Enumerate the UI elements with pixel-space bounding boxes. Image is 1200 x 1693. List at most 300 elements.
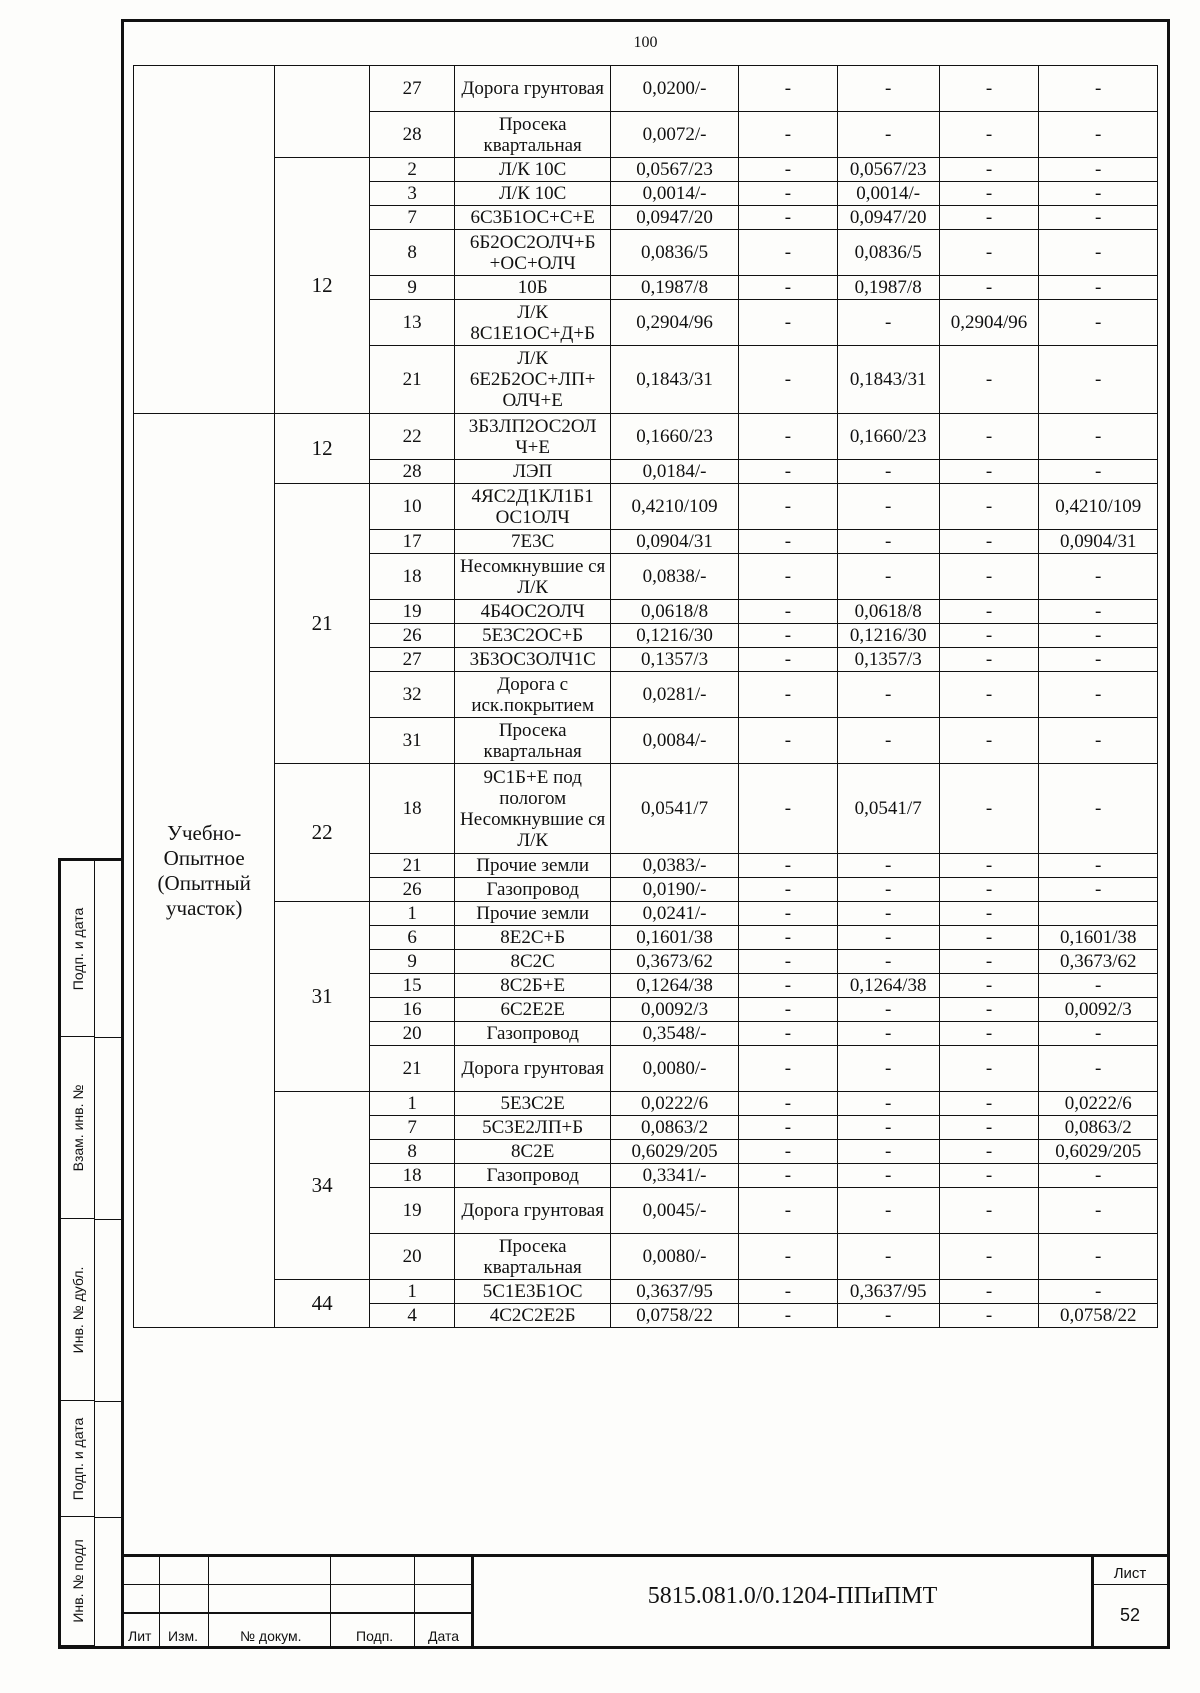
description-cell: 7Е3С: [455, 530, 611, 554]
plot-number-cell: 15: [369, 974, 454, 998]
plot-number-cell: 2: [369, 158, 454, 182]
plot-number-cell: 1: [369, 902, 454, 926]
area-cell: 0,0758/22: [611, 1304, 739, 1328]
area-cell: 0,1357/3: [611, 648, 739, 672]
plot-number-cell: 16: [369, 998, 454, 1022]
col-d-cell: -: [1039, 600, 1158, 624]
page-number: 100: [633, 34, 658, 51]
col-b-cell: -: [837, 530, 939, 554]
side-stamp-label: Взам. инв. №: [69, 1084, 86, 1171]
col-b-cell: -: [837, 1304, 939, 1328]
quarter-cell: [275, 66, 370, 158]
col-c-cell: -: [939, 926, 1039, 950]
description-cell: Л/К 10С: [455, 182, 611, 206]
col-c-cell: -: [939, 1280, 1039, 1304]
area-cell: 0,1660/23: [611, 414, 739, 460]
section-cell: [134, 66, 275, 414]
col-c-cell: -: [939, 950, 1039, 974]
col-a-cell: -: [739, 902, 838, 926]
col-d-cell: -: [1039, 182, 1158, 206]
col-a-cell: -: [739, 1022, 838, 1046]
plot-number-cell: 19: [369, 1188, 454, 1234]
description-cell: Л/К 8С1Е1ОС+Д+Б: [455, 300, 611, 346]
col-a-cell: -: [739, 414, 838, 460]
area-cell: 0,0045/-: [611, 1188, 739, 1234]
description-cell: 8С2С: [455, 950, 611, 974]
col-b-cell: 0,3637/95: [837, 1280, 939, 1304]
description-cell: 3Б3ЛП2ОС2ОЛ Ч+Е: [455, 414, 611, 460]
col-a-cell: -: [739, 1092, 838, 1116]
col-b-cell: -: [837, 460, 939, 484]
col-c-cell: -: [939, 1140, 1039, 1164]
quarter-cell: 12: [275, 158, 370, 414]
col-d-cell: -: [1039, 624, 1158, 648]
col-c-cell: -: [939, 974, 1039, 998]
col-d-cell: -: [1039, 230, 1158, 276]
plot-number-cell: 20: [369, 1234, 454, 1280]
col-b-cell: -: [837, 926, 939, 950]
col-d-cell: -: [1039, 112, 1158, 158]
col-a-cell: -: [739, 974, 838, 998]
col-b-cell: -: [837, 1022, 939, 1046]
col-d-cell: 0,4210/109: [1039, 484, 1158, 530]
area-cell: 0,0014/-: [611, 182, 739, 206]
side-stamp-label: Подп. и дата: [69, 1417, 86, 1500]
col-b-cell: 0,0567/23: [837, 158, 939, 182]
col-b-cell: -: [837, 672, 939, 718]
plot-number-cell: 32: [369, 672, 454, 718]
col-c-cell: -: [939, 878, 1039, 902]
col-b-cell: 0,1987/8: [837, 276, 939, 300]
col-c-cell: -: [939, 600, 1039, 624]
side-stamp-label: Инв. № дубл.: [69, 1266, 86, 1353]
plot-number-cell: 19: [369, 600, 454, 624]
quarter-cell: 44: [275, 1280, 370, 1328]
page-frame: [121, 19, 1170, 1649]
description-cell: 8С2Б+Е: [455, 974, 611, 998]
description-cell: 4С2С2Е2Б: [455, 1304, 611, 1328]
col-c-cell: -: [939, 648, 1039, 672]
description-cell: Дорога грунтовая: [455, 66, 611, 112]
description-cell: Дорога грунтовая: [455, 1188, 611, 1234]
col-b-cell: -: [837, 1046, 939, 1092]
col-d-cell: -: [1039, 414, 1158, 460]
col-b-cell: -: [837, 300, 939, 346]
description-cell: Просека квартальная: [455, 718, 611, 764]
col-c-cell: -: [939, 530, 1039, 554]
area-cell: 0,0836/5: [611, 230, 739, 276]
col-b-cell: -: [837, 998, 939, 1022]
side-stamp-label: Инв. № подл: [69, 1539, 86, 1623]
col-b-cell: 0,0947/20: [837, 206, 939, 230]
side-stamp-cell: [61, 1219, 94, 1401]
area-cell: 0,0281/-: [611, 672, 739, 718]
quarter-cell: 34: [275, 1092, 370, 1280]
side-stamp-cell: [61, 1517, 94, 1646]
col-a-cell: -: [739, 484, 838, 530]
col-c-cell: -: [939, 66, 1039, 112]
area-cell: 0,1601/38: [611, 926, 739, 950]
side-stamp-label: Подп. и дата: [69, 907, 86, 990]
col-d-cell: -: [1039, 648, 1158, 672]
col-a-cell: -: [739, 854, 838, 878]
area-cell: 0,0184/-: [611, 460, 739, 484]
col-d-cell: 0,0863/2: [1039, 1116, 1158, 1140]
col-d-cell: 0,6029/205: [1039, 1140, 1158, 1164]
col-d-cell: -: [1039, 764, 1158, 854]
col-c-cell: -: [939, 1092, 1039, 1116]
area-cell: 0,1216/30: [611, 624, 739, 648]
plot-number-cell: 10: [369, 484, 454, 530]
col-c-cell: -: [939, 998, 1039, 1022]
col-c-cell: -: [939, 624, 1039, 648]
col-c-cell: -: [939, 764, 1039, 854]
stamp-podp: Подп.: [356, 1628, 394, 1644]
col-c-cell: -: [939, 206, 1039, 230]
quarter-cell: 22: [275, 764, 370, 902]
col-d-cell: 0,0222/6: [1039, 1092, 1158, 1116]
description-cell: 5С1Е3Б1ОС: [455, 1280, 611, 1304]
col-d-cell: -: [1039, 1046, 1158, 1092]
col-c-cell: -: [939, 672, 1039, 718]
description-cell: Просека квартальная: [455, 112, 611, 158]
description-cell: 9С1Б+Е под пологом Несомкнувшие ся Л/К: [455, 764, 611, 854]
col-b-cell: 0,1660/23: [837, 414, 939, 460]
area-cell: 0,3341/-: [611, 1164, 739, 1188]
side-stamp-cell: [61, 1037, 94, 1219]
col-a-cell: -: [739, 1304, 838, 1328]
col-b-cell: -: [837, 1116, 939, 1140]
table-row: [134, 902, 1158, 926]
plot-number-cell: 1: [369, 1280, 454, 1304]
area-cell: 0,0200/-: [611, 66, 739, 112]
col-d-cell: 0,0092/3: [1039, 998, 1158, 1022]
col-b-cell: 0,1357/3: [837, 648, 939, 672]
col-b-cell: -: [837, 854, 939, 878]
plot-number-cell: 21: [369, 1046, 454, 1092]
plot-number-cell: 18: [369, 764, 454, 854]
description-cell: Газопровод: [455, 1022, 611, 1046]
plot-number-cell: 20: [369, 1022, 454, 1046]
plot-number-cell: 1: [369, 1092, 454, 1116]
col-d-cell: -: [1039, 1280, 1158, 1304]
col-b-cell: 0,0014/-: [837, 182, 939, 206]
area-cell: 0,0383/-: [611, 854, 739, 878]
col-b-cell: -: [837, 554, 939, 600]
plot-number-cell: 28: [369, 460, 454, 484]
land-table: [133, 65, 1158, 1328]
col-d-cell: -: [1039, 554, 1158, 600]
col-a-cell: -: [739, 112, 838, 158]
area-cell: 0,3548/-: [611, 1022, 739, 1046]
description-cell: 3Б3ОС3ОЛЧ1С: [455, 648, 611, 672]
col-a-cell: -: [739, 530, 838, 554]
col-d-cell: -: [1039, 672, 1158, 718]
col-c-cell: -: [939, 1046, 1039, 1092]
col-a-cell: -: [739, 460, 838, 484]
col-b-cell: -: [837, 66, 939, 112]
col-a-cell: -: [739, 1140, 838, 1164]
col-c-cell: -: [939, 414, 1039, 460]
plot-number-cell: 8: [369, 230, 454, 276]
col-a-cell: -: [739, 1164, 838, 1188]
col-a-cell: -: [739, 672, 838, 718]
col-d-cell: -: [1039, 460, 1158, 484]
col-a-cell: -: [739, 648, 838, 672]
col-c-cell: -: [939, 346, 1039, 414]
col-d-cell: -: [1039, 1188, 1158, 1234]
area-cell: 0,0838/-: [611, 554, 739, 600]
quarter-cell: 12: [275, 414, 370, 484]
plot-number-cell: 3: [369, 182, 454, 206]
col-d-cell: 0,0758/22: [1039, 1304, 1158, 1328]
col-d-cell: [1039, 902, 1158, 926]
plot-number-cell: 9: [369, 950, 454, 974]
description-cell: 4ЯС2Д1КЛ1Б1 ОС1ОЛЧ: [455, 484, 611, 530]
col-a-cell: -: [739, 1234, 838, 1280]
area-cell: 0,0222/6: [611, 1092, 739, 1116]
area-cell: 0,3673/62: [611, 950, 739, 974]
description-cell: 8Е2С+Б: [455, 926, 611, 950]
plot-number-cell: 7: [369, 206, 454, 230]
col-c-cell: -: [939, 718, 1039, 764]
plot-number-cell: 18: [369, 1164, 454, 1188]
description-cell: 6С3Б1ОС+С+Е: [455, 206, 611, 230]
col-a-cell: -: [739, 718, 838, 764]
col-a-cell: -: [739, 300, 838, 346]
description-cell: Л/К 6Е2Б2ОС+ЛП+ ОЛЧ+Е: [455, 346, 611, 414]
col-a-cell: -: [739, 998, 838, 1022]
sheet-label: Лист: [1113, 1565, 1147, 1582]
col-d-cell: 0,1601/38: [1039, 926, 1158, 950]
col-a-cell: -: [739, 624, 838, 648]
col-c-cell: -: [939, 158, 1039, 182]
area-cell: 0,0072/-: [611, 112, 739, 158]
stamp-date: Дата: [428, 1628, 460, 1644]
col-c-cell: 0,2904/96: [939, 300, 1039, 346]
description-cell: 10Б: [455, 276, 611, 300]
col-c-cell: -: [939, 854, 1039, 878]
area-cell: 0,0567/23: [611, 158, 739, 182]
col-d-cell: -: [1039, 346, 1158, 414]
col-b-cell: -: [837, 950, 939, 974]
plot-number-cell: 27: [369, 66, 454, 112]
table-row: [134, 1092, 1158, 1116]
area-cell: 0,0092/3: [611, 998, 739, 1022]
col-b-cell: -: [837, 1092, 939, 1116]
col-b-cell: -: [837, 1188, 939, 1234]
col-d-cell: -: [1039, 1022, 1158, 1046]
col-c-cell: -: [939, 1116, 1039, 1140]
col-c-cell: -: [939, 230, 1039, 276]
area-cell: 0,0904/31: [611, 530, 739, 554]
col-d-cell: -: [1039, 158, 1158, 182]
description-cell: 6С2Е2Е: [455, 998, 611, 1022]
col-a-cell: -: [739, 182, 838, 206]
sheet-number: 52: [1119, 1605, 1141, 1625]
col-a-cell: -: [739, 230, 838, 276]
description-cell: Несомкнувшие ся Л/К: [455, 554, 611, 600]
col-a-cell: -: [739, 66, 838, 112]
description-cell: Газопровод: [455, 1164, 611, 1188]
col-a-cell: -: [739, 206, 838, 230]
area-cell: 0,4210/109: [611, 484, 739, 530]
description-cell: 5Е3С2ОС+Б: [455, 624, 611, 648]
col-d-cell: 0,3673/62: [1039, 950, 1158, 974]
col-d-cell: -: [1039, 66, 1158, 112]
col-a-cell: -: [739, 950, 838, 974]
col-c-cell: -: [939, 460, 1039, 484]
col-c-cell: -: [939, 1022, 1039, 1046]
col-d-cell: -: [1039, 854, 1158, 878]
description-cell: 5Е3С2Е: [455, 1092, 611, 1116]
col-a-cell: -: [739, 600, 838, 624]
col-b-cell: 0,1843/31: [837, 346, 939, 414]
col-a-cell: -: [739, 878, 838, 902]
col-a-cell: -: [739, 276, 838, 300]
col-a-cell: -: [739, 1116, 838, 1140]
col-a-cell: -: [739, 926, 838, 950]
col-b-cell: 0,0836/5: [837, 230, 939, 276]
area-cell: 0,0863/2: [611, 1116, 739, 1140]
col-c-cell: -: [939, 1188, 1039, 1234]
area-cell: 0,0241/-: [611, 902, 739, 926]
plot-number-cell: 22: [369, 414, 454, 460]
col-a-cell: -: [739, 1280, 838, 1304]
section-cell: Учебно- Опытное (Опытный участок): [134, 414, 275, 1328]
col-b-cell: -: [837, 1234, 939, 1280]
plot-number-cell: 13: [369, 300, 454, 346]
area-cell: 0,0080/-: [611, 1234, 739, 1280]
col-b-cell: -: [837, 1164, 939, 1188]
col-d-cell: -: [1039, 1164, 1158, 1188]
col-d-cell: -: [1039, 878, 1158, 902]
table-row: [134, 764, 1158, 854]
col-a-cell: -: [739, 764, 838, 854]
col-b-cell: -: [837, 1140, 939, 1164]
plot-number-cell: 9: [369, 276, 454, 300]
description-cell: 8С2Е: [455, 1140, 611, 1164]
plot-number-cell: 4: [369, 1304, 454, 1328]
col-b-cell: -: [837, 484, 939, 530]
area-cell: 0,1264/38: [611, 974, 739, 998]
plot-number-cell: 18: [369, 554, 454, 600]
area-cell: 0,0084/-: [611, 718, 739, 764]
description-cell: Дорога грунтовая: [455, 1046, 611, 1092]
description-cell: ЛЭП: [455, 460, 611, 484]
col-d-cell: -: [1039, 718, 1158, 764]
table-row: [134, 414, 1158, 460]
plot-number-cell: 21: [369, 346, 454, 414]
plot-number-cell: 31: [369, 718, 454, 764]
area-cell: 0,0080/-: [611, 1046, 739, 1092]
col-d-cell: -: [1039, 1234, 1158, 1280]
description-cell: Дорога с иск.покрытием: [455, 672, 611, 718]
col-b-cell: -: [837, 112, 939, 158]
table-row: [134, 158, 1158, 182]
plot-number-cell: 7: [369, 1116, 454, 1140]
area-cell: 0,0618/8: [611, 600, 739, 624]
plot-number-cell: 8: [369, 1140, 454, 1164]
description-cell: Л/К 10С: [455, 158, 611, 182]
col-d-cell: -: [1039, 300, 1158, 346]
area-cell: 0,0541/7: [611, 764, 739, 854]
description-cell: Просека квартальная: [455, 1234, 611, 1280]
col-b-cell: 0,1264/38: [837, 974, 939, 998]
side-stamp: [58, 858, 121, 1649]
area-cell: 0,1843/31: [611, 346, 739, 414]
area-cell: 0,3637/95: [611, 1280, 739, 1304]
description-cell: 5С3Е2ЛП+Б: [455, 1116, 611, 1140]
col-b-cell: -: [837, 878, 939, 902]
side-stamp-cell: [61, 1401, 94, 1517]
col-c-cell: -: [939, 554, 1039, 600]
description-cell: 4Б4ОС2ОЛЧ: [455, 600, 611, 624]
col-b-cell: -: [837, 902, 939, 926]
col-a-cell: -: [739, 158, 838, 182]
area-cell: 0,0190/-: [611, 878, 739, 902]
description-cell: Прочие земли: [455, 902, 611, 926]
description-cell: 6Б2ОС2ОЛЧ+Б +ОС+ОЛЧ: [455, 230, 611, 276]
col-b-cell: -: [837, 718, 939, 764]
area-cell: 0,0947/20: [611, 206, 739, 230]
area-cell: 0,6029/205: [611, 1140, 739, 1164]
col-c-cell: -: [939, 1164, 1039, 1188]
col-c-cell: -: [939, 902, 1039, 926]
col-d-cell: 0,0904/31: [1039, 530, 1158, 554]
col-b-cell: 0,0618/8: [837, 600, 939, 624]
plot-number-cell: 21: [369, 854, 454, 878]
col-c-cell: -: [939, 1304, 1039, 1328]
description-cell: Прочие земли: [455, 854, 611, 878]
area-cell: 0,2904/96: [611, 300, 739, 346]
col-d-cell: -: [1039, 974, 1158, 998]
plot-number-cell: 28: [369, 112, 454, 158]
table-row: [134, 66, 1158, 112]
quarter-cell: 31: [275, 902, 370, 1092]
stamp-izm: Изм.: [168, 1628, 198, 1644]
col-a-cell: -: [739, 1188, 838, 1234]
plot-number-cell: 6: [369, 926, 454, 950]
col-c-cell: -: [939, 182, 1039, 206]
col-c-cell: -: [939, 112, 1039, 158]
plot-number-cell: 27: [369, 648, 454, 672]
title-block: [124, 1554, 1167, 1646]
side-stamp-cell: [61, 861, 94, 1037]
col-c-cell: -: [939, 484, 1039, 530]
description-cell: Газопровод: [455, 878, 611, 902]
col-a-cell: -: [739, 554, 838, 600]
table-row: [134, 1280, 1158, 1304]
col-b-cell: 0,0541/7: [837, 764, 939, 854]
col-c-cell: -: [939, 1234, 1039, 1280]
area-cell: 0,1987/8: [611, 276, 739, 300]
stamp-doc: № докум.: [240, 1628, 302, 1644]
table-row: [134, 484, 1158, 530]
col-d-cell: -: [1039, 206, 1158, 230]
plot-number-cell: 17: [369, 530, 454, 554]
col-a-cell: -: [739, 346, 838, 414]
col-b-cell: 0,1216/30: [837, 624, 939, 648]
document-code: 5815.081.0/0.1204-ППиПМТ: [647, 1583, 938, 1609]
col-a-cell: -: [739, 1046, 838, 1092]
quarter-cell: 21: [275, 484, 370, 764]
col-d-cell: -: [1039, 276, 1158, 300]
col-c-cell: -: [939, 276, 1039, 300]
plot-number-cell: 26: [369, 624, 454, 648]
plot-number-cell: 26: [369, 878, 454, 902]
stamp-lit: Лит: [128, 1628, 152, 1644]
